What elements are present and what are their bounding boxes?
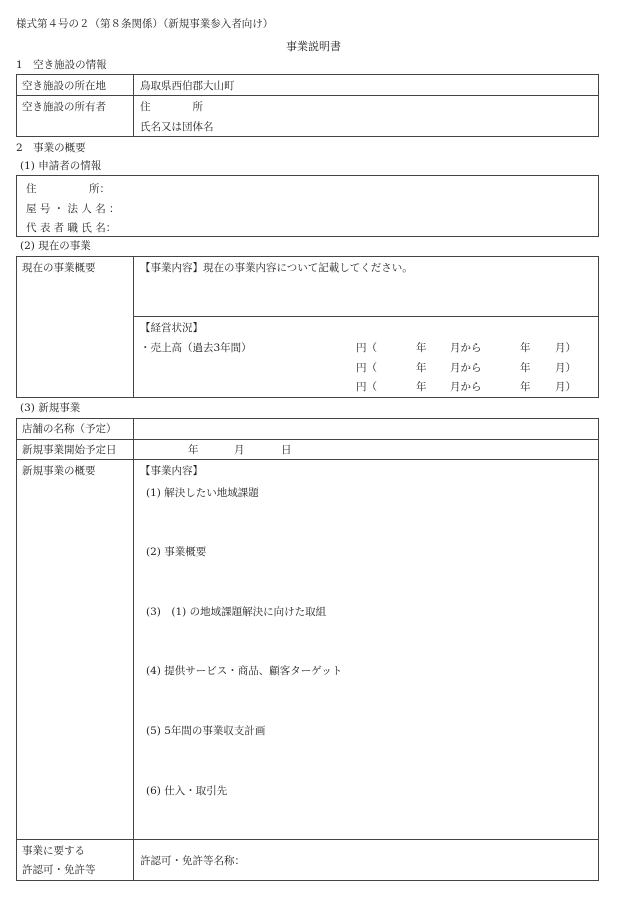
start-year: 年 [188, 444, 199, 456]
sales-month-to: 月） [555, 342, 576, 354]
new-business-row-line [16, 459, 599, 460]
permit-label-line1: 事業に要する [22, 845, 85, 857]
facility-owner-label: 空き施設の所有者 [22, 101, 106, 113]
current-business-table [16, 256, 599, 398]
new-item-services-target[interactable]: (4) 提供サービス・商品、顧客ターゲット [146, 665, 343, 677]
sales-year-to: 年 [520, 381, 531, 393]
start-month: 月 [234, 444, 245, 456]
new-item-suppliers[interactable]: (6) 仕入・取引先 [146, 785, 228, 797]
sales-year-from: 年 [416, 381, 427, 393]
sales-month-from: 月から [450, 342, 482, 354]
current-overview-label: 現在の事業概要 [22, 262, 96, 274]
new-business-heading: (3) 新規事業 [20, 402, 81, 414]
applicant-representative-field[interactable]: 代 表 者 職 氏 名： [26, 222, 117, 234]
new-overview-label: 新規事業の概要 [22, 465, 96, 477]
document-title: 事業説明書 [286, 40, 341, 53]
new-business-divider [133, 418, 134, 881]
sales-yen: 円（ [356, 362, 377, 374]
sales-month-to: 月） [555, 381, 576, 393]
new-business-row-line [16, 839, 599, 840]
store-name-field[interactable] [140, 423, 590, 437]
new-business-row-line [16, 439, 599, 440]
sales-month-from: 月から [450, 381, 482, 393]
sales-yen: 円（ [356, 342, 377, 354]
sales-year-to: 年 [520, 342, 531, 354]
current-business-row-line [133, 316, 599, 317]
store-name-label: 店舗の名称（予定） [22, 423, 117, 435]
section2-heading: 2 事業の概要 [16, 142, 86, 154]
permit-label-line2: 許認可・免許等 [22, 864, 96, 876]
facility-table-divider [133, 74, 134, 137]
facility-owner-name-field[interactable]: 氏名又は団体名 [140, 121, 214, 133]
sales-label: ・売上高（過去3年間） [140, 342, 252, 354]
new-item-overview[interactable]: (2) 事業概要 [146, 546, 207, 558]
facility-owner-address-field[interactable]: 住 所 [140, 101, 203, 113]
applicant-address-field[interactable]: 住 所： [26, 183, 110, 195]
facility-location-value[interactable]: 鳥取県西伯郡大山町 [140, 80, 235, 92]
permit-name-field[interactable]: 許認可・免許等名称： [140, 855, 245, 867]
facility-table-row-line [16, 95, 599, 96]
sales-yen: 円（ [356, 381, 377, 393]
new-item-regional-issue[interactable]: (1) 解決したい地域課題 [146, 487, 259, 499]
facility-location-label: 空き施設の所在地 [22, 80, 106, 92]
sales-year-from: 年 [416, 362, 427, 374]
new-item-income-plan[interactable]: (5) 5年間の事業収支計画 [146, 725, 266, 737]
applicant-heading: (1) 申請者の情報 [20, 160, 102, 172]
current-business-heading: (2) 現在の事業 [20, 240, 91, 252]
business-status-heading: 【経営状況】 [140, 322, 203, 334]
current-business-divider [133, 256, 134, 398]
start-date-label: 新規事業開始予定日 [22, 444, 117, 456]
sales-year-to: 年 [520, 362, 531, 374]
new-content-heading: 【事業内容】 [140, 465, 203, 477]
new-item-initiatives[interactable]: (3) (1) の地域課題解決に向けた取組 [146, 606, 327, 618]
form-number: 様式第４号の２（第８条関係）（新規事業参入者向け） [16, 18, 274, 30]
start-day: 日 [281, 444, 292, 456]
current-content-note[interactable]: 【事業内容】現在の事業内容について記載してください。 [140, 262, 413, 274]
sales-month-from: 月から [450, 362, 482, 374]
section1-heading: 1 空き施設の情報 [16, 59, 107, 71]
applicant-trade-name-field[interactable]: 屋 号 ・ 法 人 名 ： [26, 203, 120, 215]
sales-year-from: 年 [416, 342, 427, 354]
sales-month-to: 月） [555, 362, 576, 374]
new-business-table [16, 418, 599, 881]
